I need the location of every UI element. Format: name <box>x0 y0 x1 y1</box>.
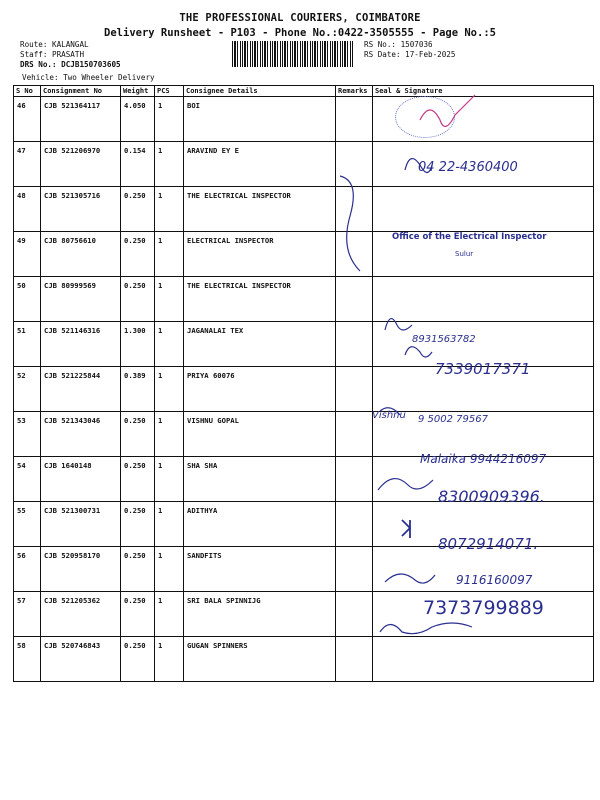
courier-title: THE PROFESSIONAL COURIERS, COIMBATORE <box>179 12 421 24</box>
barcode <box>232 41 354 67</box>
cell-consignment: CJB 521225844 <box>41 367 121 412</box>
cell-sno: 55 <box>14 502 41 547</box>
cell-consignee: SRI BALA SPINNIJG <box>184 592 336 637</box>
cell-remarks <box>336 637 373 682</box>
cell-consignment: CJB 521146316 <box>41 322 121 367</box>
staff-label: Staff: <box>20 50 48 59</box>
cell-weight: 0.250 <box>121 547 155 592</box>
cell-pcs: 1 <box>155 97 184 142</box>
cell-consignment: CJB 520958170 <box>41 547 121 592</box>
table-row <box>14 187 594 232</box>
cell-consignee: BOI <box>184 97 336 142</box>
drs-value: DCJB150703605 <box>61 60 121 69</box>
cell-sno: 48 <box>14 187 41 232</box>
cell-sno: 50 <box>14 277 41 322</box>
cell-sno: 53 <box>14 412 41 457</box>
cell-sno: 58 <box>14 637 41 682</box>
hw-row51: 8931563782 <box>412 334 476 345</box>
cell-consignment: CJB 521305716 <box>41 187 121 232</box>
col-seal-signature: Seal & Signature <box>373 86 594 97</box>
cell-remarks <box>336 187 373 232</box>
cell-remarks <box>336 502 373 547</box>
meta-right <box>364 40 455 60</box>
cell-sno: 46 <box>14 97 41 142</box>
route-value: KALANGAL <box>52 40 89 49</box>
cell-consignee: PRIYA 60076 <box>184 367 336 412</box>
cell-weight: 0.250 <box>121 637 155 682</box>
cell-pcs: 1 <box>155 637 184 682</box>
cell-consignee: THE ELECTRICAL INSPECTOR <box>184 277 336 322</box>
vehicle-line <box>22 73 155 82</box>
cell-consignment: CJB 520746843 <box>41 637 121 682</box>
cell-pcs: 1 <box>155 592 184 637</box>
cell-pcs: 1 <box>155 547 184 592</box>
cell-consignee: VISHNU GOPAL <box>184 412 336 457</box>
cell-consignment: CJB 1640148 <box>41 457 121 502</box>
cell-pcs: 1 <box>155 142 184 187</box>
cell-seal-signature <box>373 187 594 232</box>
cell-weight: 0.250 <box>121 232 155 277</box>
vehicle-value: Two Wheeler Delivery <box>63 73 155 82</box>
table-row <box>14 97 594 142</box>
staff-value: PRASATH <box>52 50 85 59</box>
cell-sno: 47 <box>14 142 41 187</box>
cell-consignee: ARAVIND EY E <box>184 142 336 187</box>
hw-row52: 7339017371 <box>435 360 531 378</box>
col-consignment: Consignment No <box>41 86 121 97</box>
cell-weight: 0.250 <box>121 502 155 547</box>
cell-consignee: JAGANALAI TEX <box>184 322 336 367</box>
table-row <box>14 637 594 682</box>
meta-left <box>20 40 121 70</box>
drs-label: DRS No.: <box>20 60 57 69</box>
rs-date-value: 17-Feb-2025 <box>405 50 456 59</box>
col-sno: S No <box>14 86 41 97</box>
hw-row49-office: Office of the Electrical Inspector <box>392 232 547 242</box>
cell-weight: 0.250 <box>121 592 155 637</box>
cell-remarks <box>336 142 373 187</box>
hw-row58: 7373799889 <box>423 597 544 619</box>
cell-remarks <box>336 457 373 502</box>
cell-remarks <box>336 367 373 412</box>
cell-remarks <box>336 412 373 457</box>
cell-consignee: ELECTRICAL INSPECTOR <box>184 232 336 277</box>
cell-consignee: SHA SHA <box>184 457 336 502</box>
cell-consignment: CJB 80999569 <box>41 277 121 322</box>
cell-sno: 49 <box>14 232 41 277</box>
cell-sno: 52 <box>14 367 41 412</box>
rs-no-label: RS No.: <box>364 40 397 49</box>
cell-sno: 56 <box>14 547 41 592</box>
cell-pcs: 1 <box>155 457 184 502</box>
hw-row53-name: Vishnu <box>372 410 406 421</box>
hw-row49-city: Sulur <box>455 250 474 258</box>
cell-pcs: 1 <box>155 232 184 277</box>
cell-remarks <box>336 232 373 277</box>
cell-pcs: 1 <box>155 277 184 322</box>
cell-weight: 0.389 <box>121 367 155 412</box>
cell-consignment: CJB 521343046 <box>41 412 121 457</box>
hw-row54: Malaika 9944216097 <box>420 452 547 466</box>
cell-weight: 0.250 <box>121 412 155 457</box>
cell-remarks <box>336 592 373 637</box>
cell-weight: 1.300 <box>121 322 155 367</box>
rs-date-label: RS Date: <box>364 50 401 59</box>
table-header-row <box>14 86 594 97</box>
hw-row57: 9116160097 <box>456 573 533 587</box>
cell-consignee: THE ELECTRICAL INSPECTOR <box>184 187 336 232</box>
col-consignee: Consignee Details <box>184 86 336 97</box>
cell-weight: 0.250 <box>121 187 155 232</box>
cell-seal-signature <box>373 637 594 682</box>
cell-pcs: 1 <box>155 502 184 547</box>
cell-pcs: 1 <box>155 322 184 367</box>
cell-pcs: 1 <box>155 412 184 457</box>
cell-consignee: ADITHYA <box>184 502 336 547</box>
cell-sno: 54 <box>14 457 41 502</box>
cell-sno: 51 <box>14 322 41 367</box>
cell-weight: 0.250 <box>121 457 155 502</box>
cell-pcs: 1 <box>155 187 184 232</box>
seal-stamp <box>395 96 455 138</box>
cell-consignment: CJB 80756610 <box>41 232 121 277</box>
vehicle-label: Vehicle: <box>22 73 59 82</box>
cell-consignee: SANDFITS <box>184 547 336 592</box>
col-remarks: Remarks <box>336 86 373 97</box>
runsheet-subtitle: Delivery Runsheet - P103 - Phone No.:0422-3505555 - Page No.:5 <box>104 27 496 39</box>
route-label: Route: <box>20 40 48 49</box>
cell-remarks <box>336 97 373 142</box>
cell-weight: 0.154 <box>121 142 155 187</box>
cell-consignee: GUGAN SPINNERS <box>184 637 336 682</box>
table-row <box>14 412 594 457</box>
cell-seal-signature <box>373 277 594 322</box>
cell-consignment: CJB 521205362 <box>41 592 121 637</box>
hw-row55: 8300909396. <box>438 487 545 506</box>
hw-row56: 8072914071. <box>438 535 539 553</box>
rs-no-value: 1507036 <box>400 40 433 49</box>
cell-remarks <box>336 547 373 592</box>
cell-weight: 0.250 <box>121 277 155 322</box>
hw-row47: 04 22-4360400 <box>418 160 518 175</box>
cell-consignment: CJB 521364117 <box>41 97 121 142</box>
cell-remarks <box>336 277 373 322</box>
hw-row53-phone: 9 5002 79567 <box>418 414 488 425</box>
cell-remarks <box>336 322 373 367</box>
cell-weight: 4.050 <box>121 97 155 142</box>
table-row <box>14 277 594 322</box>
cell-sno: 57 <box>14 592 41 637</box>
cell-consignment: CJB 521300731 <box>41 502 121 547</box>
cell-consignment: CJB 521206970 <box>41 142 121 187</box>
col-pcs: PCS <box>155 86 184 97</box>
col-weight: Weight <box>121 86 155 97</box>
cell-pcs: 1 <box>155 367 184 412</box>
